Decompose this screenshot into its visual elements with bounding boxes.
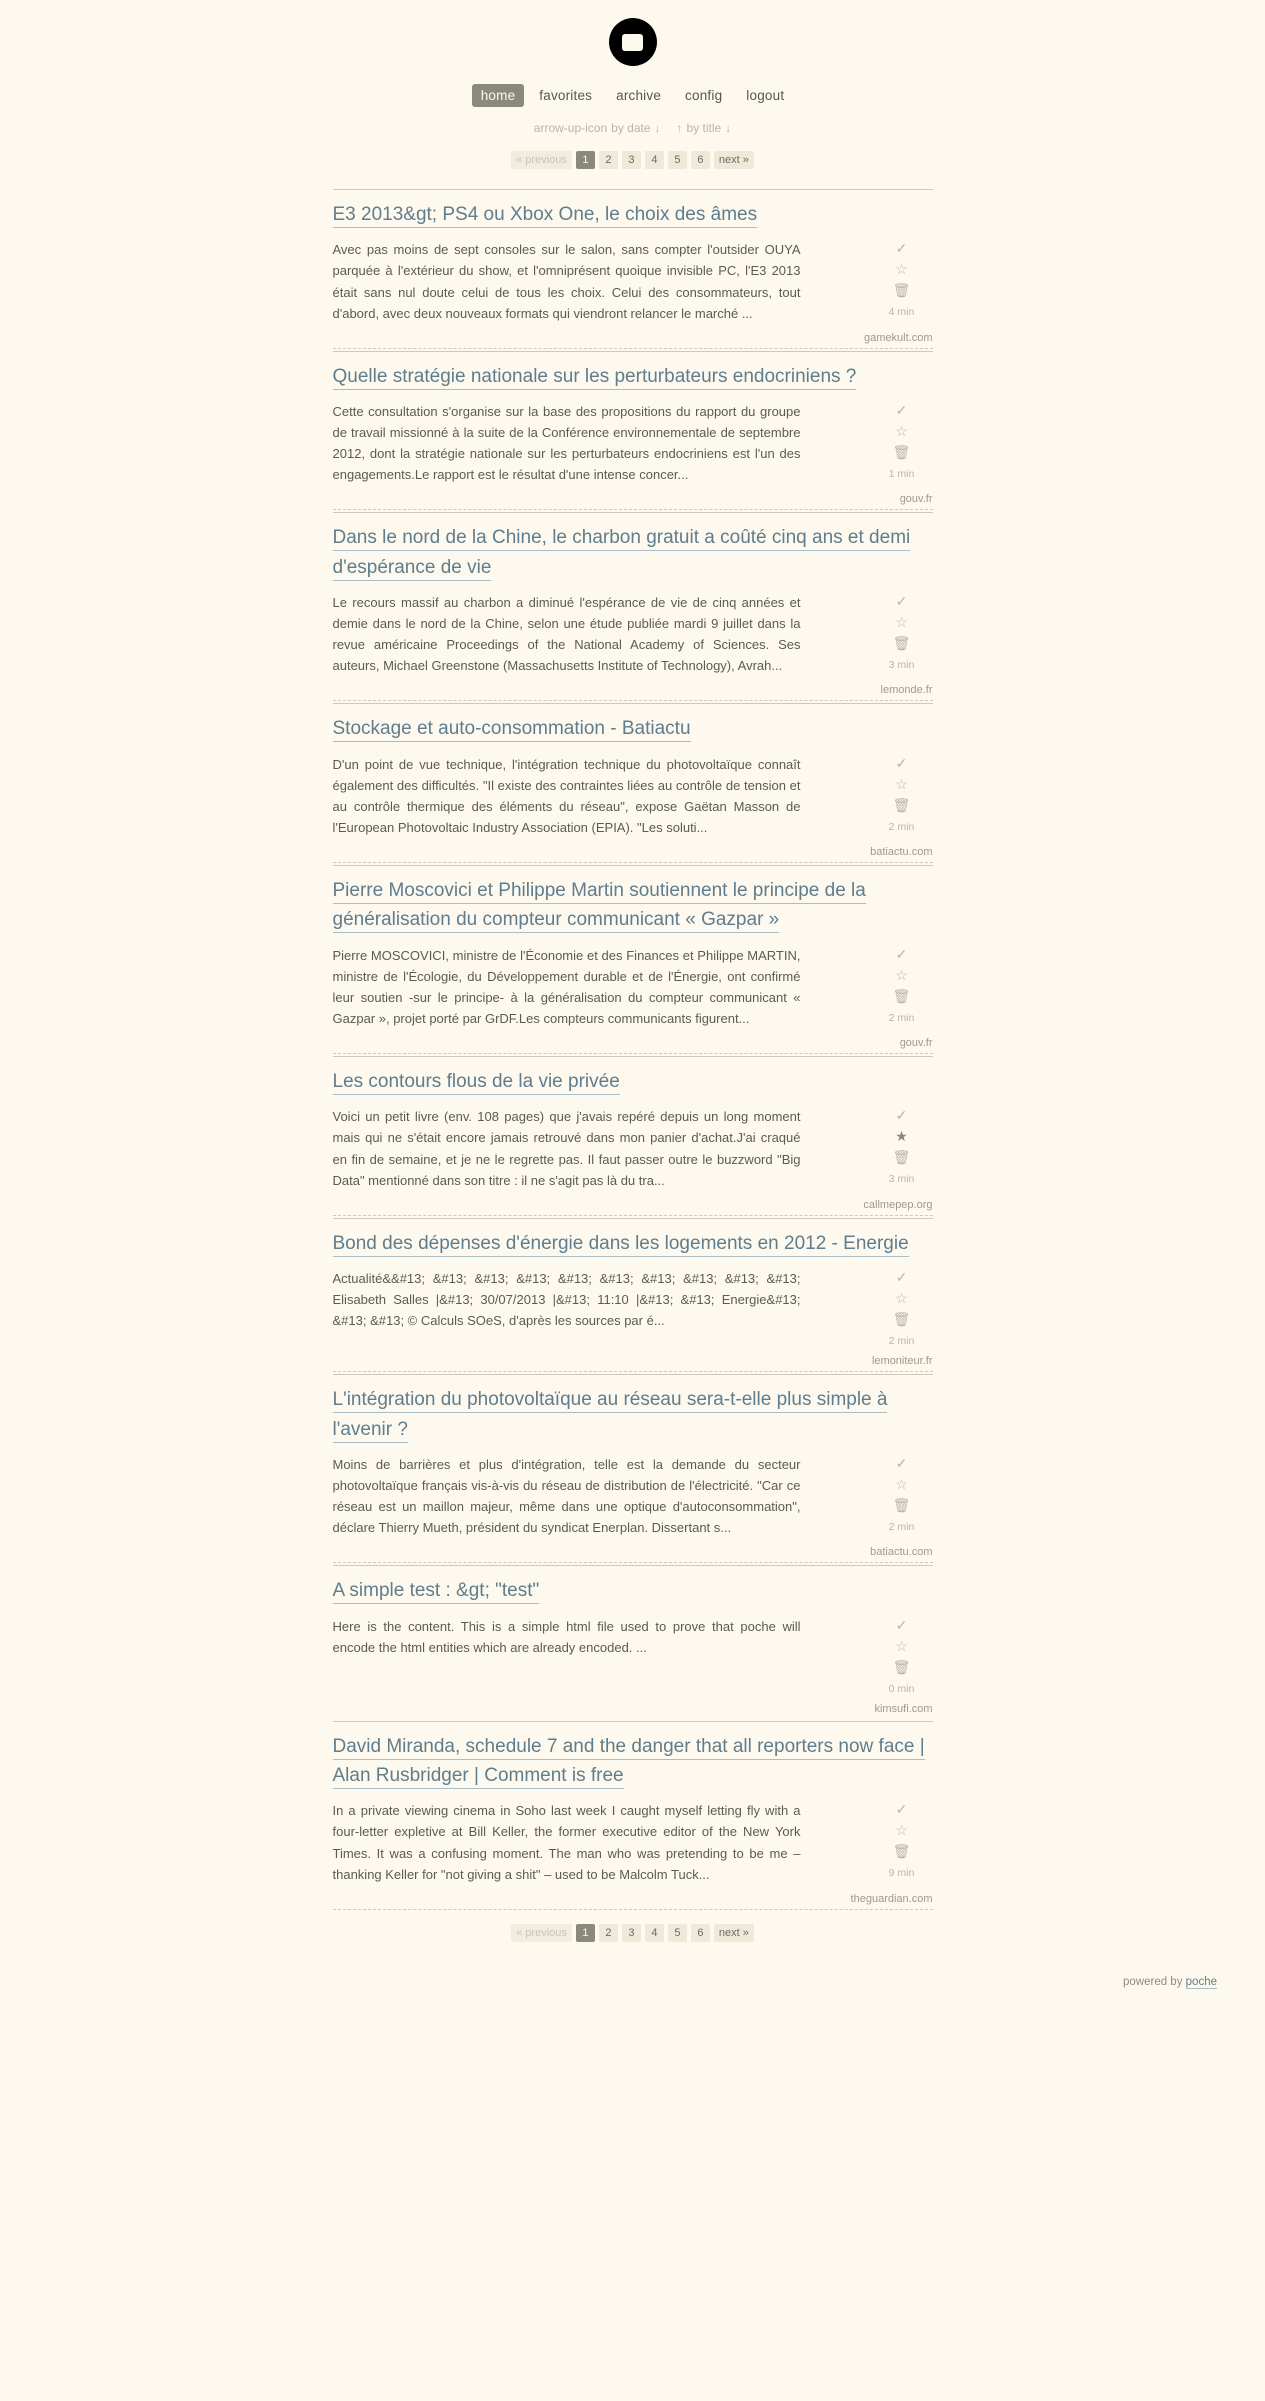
mark-read-icon[interactable]: ✓ [895, 1454, 908, 1471]
entry-title-link[interactable]: A simple test : &gt; "test" [333, 1580, 540, 1604]
pager-next[interactable]: next » [714, 151, 754, 169]
pagination-bottom [333, 1924, 933, 1942]
entry-title-link[interactable]: E3 2013&gt; PS4 ou Xbox One, le choix des âmes [333, 204, 758, 228]
favorite-icon[interactable]: ☆ [895, 1475, 908, 1492]
poche-logo-icon [609, 18, 657, 66]
entry-excerpt: Voici un petit livre (env. 108 pages) que j'avais repéré depuis un long moment mais qui ne s'était encore jamais retrouvé dans mon panier d'achat.J'ai craqué en fin de semaine, et je ne le regrette pas. Il faut passer outre le buzzword "Big Data" mentionné dans son titre : il ne s'agit pas là du tra... [332, 1109, 801, 1188]
entry-excerpt: Avec pas moins de sept consoles sur le salon, sans compter l'outsider OUYA parquée à l'extérieur du show, et l'omniprésent quoique invisible PC, l'E3 2013 était sans nul doute celui de tous les choix. Celui des consommateurs, tout d'abord, avec deux nouveaux formats qui viendront relancer le marché ... [332, 242, 801, 321]
favorite-icon[interactable]: ☆ [895, 966, 908, 983]
list-item [333, 1374, 933, 1563]
entry-excerpt: Here is the content. This is a simple html file used to prove that poche will encode the html entities which are already encoded. ... [332, 1618, 801, 1655]
reading-time: 4 min [888, 306, 915, 319]
entry-tools [871, 401, 933, 480]
entry-excerpt: Le recours massif au charbon a diminué l'espérance de vie de cinq années et demie dans le nord de la Chine, selon une étude publiée mardi 9 juillet dans la revue américaine Proceedings of the National Academy of Sciences. Ses auteurs, Michael Greenstone (Massachusetts Institute of Technology), Avrah... [332, 595, 801, 674]
entry-title [333, 1067, 933, 1096]
mark-read-icon[interactable]: ✓ [895, 1616, 908, 1633]
entry-tools [871, 592, 933, 671]
entry-domain: gouv.fr [333, 1037, 933, 1054]
favorite-icon[interactable]: ☆ [895, 775, 908, 792]
favorite-icon[interactable]: ☆ [895, 1637, 908, 1654]
sort-title-desc-icon[interactable]: ↓ [725, 121, 732, 135]
entry-body [333, 401, 933, 485]
entry-domain: kimsufi.com [874, 1702, 933, 1715]
list-item [333, 1056, 933, 1216]
pager-page-1[interactable]: 1 [576, 151, 595, 169]
pager-page-4[interactable]: 4 [645, 1924, 664, 1942]
favorite-icon[interactable]: ★ [895, 1128, 908, 1145]
delete-icon[interactable]: 🗑 [892, 1843, 911, 1860]
entry-body [333, 754, 933, 838]
list-item [333, 512, 933, 701]
entry-domain: batiactu.com [333, 1546, 933, 1563]
reading-time: 0 min [888, 1682, 915, 1695]
reading-time: 2 min [888, 1520, 915, 1533]
entry-title [333, 1732, 933, 1791]
sort-date-desc-icon[interactable]: ↓ [654, 121, 661, 135]
entry-tools [871, 1106, 933, 1185]
entry-tools [871, 1800, 933, 1879]
pager-previous[interactable]: « previous [511, 1924, 572, 1942]
pager-page-3[interactable]: 3 [622, 1924, 641, 1942]
entry-domain: lemonde.fr [333, 684, 933, 701]
entry-body [333, 1800, 933, 1884]
sort-title-asc-icon[interactable]: ↑ [676, 121, 683, 135]
mark-read-icon[interactable]: ✓ [895, 945, 908, 962]
pager-page-1[interactable]: 1 [576, 1924, 595, 1942]
delete-icon[interactable]: 🗑 [892, 444, 911, 461]
reading-time: 2 min [888, 1335, 915, 1348]
entry-title [333, 362, 933, 391]
nav-item-logout[interactable]: logout [746, 88, 785, 103]
entry-tools [871, 1454, 933, 1533]
entry-title [333, 1229, 933, 1258]
entry-domain: gamekult.com [333, 332, 933, 349]
entry-tools [871, 754, 933, 833]
mark-read-icon[interactable]: ✓ [895, 1107, 908, 1124]
entry-title [333, 200, 933, 229]
mark-read-icon[interactable]: ✓ [895, 1269, 908, 1286]
reading-time: 9 min [888, 1867, 915, 1880]
sort-date-asc-icon[interactable]: arrow-up-icon [533, 121, 608, 135]
logo-container [0, 18, 1265, 66]
pager-page-5[interactable]: 5 [668, 151, 687, 169]
entry-body [333, 1106, 933, 1190]
sort-controls [0, 121, 1265, 135]
entry-domain: lemoniteur.fr [333, 1355, 933, 1372]
sort-by-date-label: by date [611, 121, 651, 135]
reading-time: 3 min [888, 659, 915, 672]
entry-excerpt: Cette consultation s'organise sur la base des propositions du rapport du groupe de travail missionné à la suite de la Conférence environnementale de septembre 2012, dont la stratégie nationale sur les perturbateurs endocriniens est l'un des engagements.Le rapport est le résultat d'une intense concer... [332, 404, 801, 483]
entry-title [333, 876, 933, 935]
delete-icon[interactable]: 🗑 [892, 282, 911, 299]
reading-time: 1 min [888, 468, 915, 481]
entry-excerpt: Moins de barrières et plus d'intégration, telle est la demande du secteur photovoltaïque français vis-à-vis du réseau de distribution de l'électricité. "Car ce réseau est un maillon majeur, même dans une optique d'autoconsommation", déclare Thierry Mueth, président du syndicat Enerplan. Dissertant s... [332, 1456, 801, 1536]
nav-item-home[interactable]: home [472, 84, 525, 107]
entry-body [333, 592, 933, 676]
entry-title-link[interactable]: L'intégration du photovoltaïque au réseau sera-t-elle plus simple à l'avenir ? [333, 1389, 888, 1442]
entry-title [333, 523, 933, 582]
mark-read-icon[interactable]: ✓ [895, 593, 908, 610]
entry-title-link[interactable]: Quelle stratégie nationale sur les perturbateurs endocriniens ? [333, 366, 857, 390]
sort-by-title-label: by title [686, 121, 722, 135]
entry-domain: batiactu.com [333, 846, 933, 863]
list-item [333, 703, 933, 863]
pager-page-3[interactable]: 3 [622, 151, 641, 169]
entry-tools [871, 1268, 933, 1347]
entry-title [333, 1576, 933, 1605]
mark-read-icon[interactable]: ✓ [895, 754, 908, 771]
sort-by-date-group [534, 121, 661, 135]
list-item [333, 351, 933, 511]
mark-read-icon[interactable]: ✓ [895, 402, 908, 419]
entry-title-link[interactable]: Dans le nord de la Chine, le charbon gratuit a coûté cinq ans et demi d'espérance de vie [333, 527, 911, 580]
list-item [333, 1721, 933, 1910]
entry-excerpt: Pierre MOSCOVICI, ministre de l'Économie et des Finances et Philippe MARTIN, ministre de l'Écologie, du Développement durable et de l'Énergie, ont confirmé leur soutien -sur le principe- à la généralisation du compteur communicant « Gazpar », projet porté par GrDF.Les compteurs communicants figurent... [332, 947, 801, 1026]
entry-body [333, 239, 933, 323]
logo-inner-shape [622, 34, 643, 51]
nav-item-config[interactable]: config [685, 88, 723, 103]
pager-page-2[interactable]: 2 [599, 1924, 618, 1942]
pager-next[interactable]: next » [714, 1924, 754, 1942]
favorite-icon[interactable]: ☆ [895, 614, 908, 631]
delete-icon[interactable]: 🗑 [892, 635, 911, 652]
entry-title-link[interactable]: Les contours flous de la vie privée [333, 1071, 620, 1095]
entry-title [333, 714, 933, 743]
entry-tools [871, 239, 933, 318]
delete-icon[interactable]: 🗑 [892, 1496, 911, 1513]
entry-excerpt: Actualité&&#13; &#13; &#13; &#13; &#13; &#13; &#13; &#13; &#13; &#13; Elisabeth Salles |&#13; 30/07/2013 |&#13; 11:10 |&#13; &#13; Energie&#13; &#13; &#13; © Calculs SOeS, d'après les sources par é... [332, 1271, 801, 1329]
list-item [333, 865, 933, 1054]
main-navigation [0, 84, 1265, 107]
entry-list [333, 189, 933, 1942]
favorite-icon[interactable]: ☆ [895, 261, 908, 278]
list-item [333, 189, 933, 349]
entry-excerpt: D'un point de vue technique, l'intégration technique du photovoltaïque connaît également des difficultés. "Il existe des contraintes liées au contrôle de tension et au contrôle thermique des éléments du réseau", expose Gaëtan Masson de l'European Photovoltaic Industry Association (EPIA). "Les soluti... [332, 756, 801, 835]
delete-icon[interactable]: 🗑 [892, 796, 911, 813]
entry-title-link[interactable]: David Miranda, schedule 7 and the danger that all reporters now face | Alan Rusbridger | Comment is free [333, 1736, 925, 1789]
pager-page-6[interactable]: 6 [691, 151, 710, 169]
sort-by-title-group [677, 121, 732, 135]
pager-previous[interactable]: « previous [511, 151, 572, 169]
entry-excerpt: In a private viewing cinema in Soho last week I caught myself letting fly with a four-letter expletive at Bill Keller, the former executive editor of the New York Times. It was a confusing moment. The man who was pretending to be me – thanking Keller for "not giving a shit" – used to be Malcolm Tuck... [332, 1803, 801, 1882]
nav-item-favorites[interactable]: favorites [539, 88, 593, 103]
favorite-icon[interactable]: ☆ [895, 423, 908, 440]
reading-time: 2 min [888, 820, 915, 833]
entry-title [333, 1385, 933, 1444]
favorite-icon[interactable]: ☆ [895, 1822, 908, 1839]
entry-tools [871, 1616, 933, 1695]
entry-body [333, 1268, 933, 1347]
entry-title-link[interactable]: Stockage et auto-consommation - Batiactu [333, 718, 691, 742]
pager-page-6[interactable]: 6 [691, 1924, 710, 1942]
footer-text: powered by [1123, 1975, 1186, 1988]
favorite-icon[interactable]: ☆ [895, 1290, 908, 1307]
entry-tools [871, 945, 933, 1024]
entry-domain: theguardian.com [333, 1893, 933, 1910]
entry-title-link[interactable]: Pierre Moscovici et Philippe Martin soutiennent le principe de la généralisation du compteur communicant « Gazpar » [333, 880, 866, 933]
entry-body [333, 1616, 933, 1695]
reading-time: 3 min [888, 1173, 915, 1186]
entry-domain: gouv.fr [333, 493, 933, 510]
entry-body [333, 1454, 933, 1538]
delete-icon[interactable]: 🗑 [892, 1149, 911, 1166]
pager-page-2[interactable]: 2 [599, 151, 618, 169]
delete-icon[interactable]: 🗑 [892, 1658, 911, 1675]
entry-domain: callmepep.org [333, 1199, 933, 1216]
delete-icon[interactable]: 🗑 [892, 987, 911, 1004]
pagination-top [0, 151, 1265, 169]
mark-read-icon[interactable]: ✓ [895, 240, 908, 257]
reading-time: 2 min [888, 1011, 915, 1024]
entry-title-link[interactable]: Bond des dépenses d'énergie dans les logements en 2012 - Energie [333, 1233, 909, 1257]
list-item [333, 1565, 933, 1718]
page-footer [0, 1976, 1265, 2008]
entry-body [333, 945, 933, 1029]
mark-read-icon[interactable]: ✓ [895, 1801, 908, 1818]
pager-page-5[interactable]: 5 [668, 1924, 687, 1942]
pager-page-4[interactable]: 4 [645, 151, 664, 169]
list-item [333, 1218, 933, 1372]
footer-poche-link[interactable]: poche [1185, 1975, 1217, 1988]
nav-item-archive[interactable]: archive [616, 88, 662, 103]
delete-icon[interactable]: 🗑 [892, 1311, 911, 1328]
